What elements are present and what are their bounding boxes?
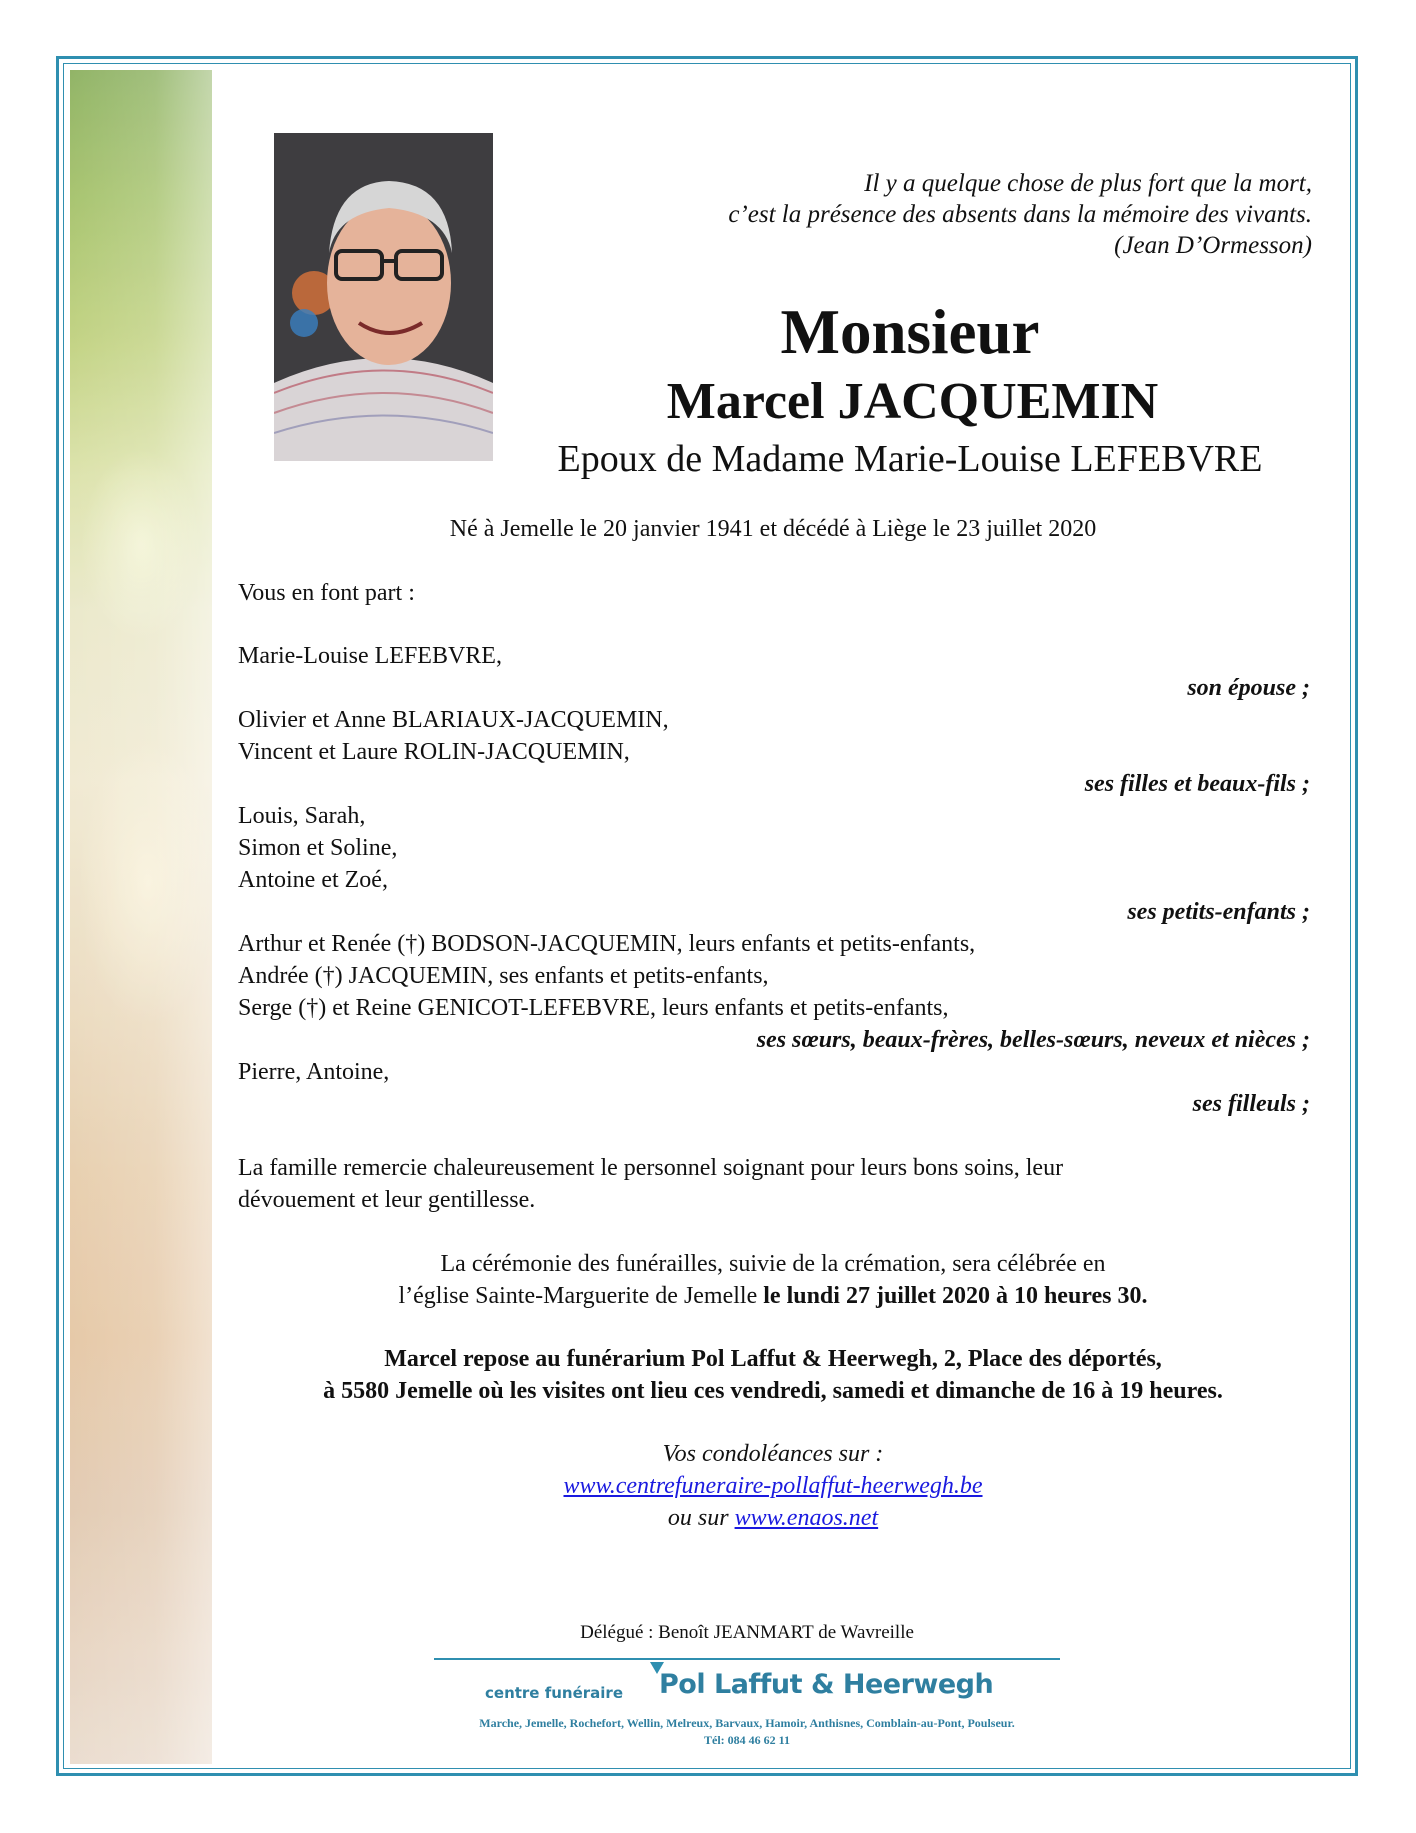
spouse-name: Marie-Louise LEFEBVRE, xyxy=(238,643,502,669)
grandchildren-relation: ses petits-enfants ; xyxy=(1127,899,1310,925)
enaos-link[interactable]: www.enaos.net xyxy=(734,1505,879,1531)
daughter-line-2: Vincent et Laure ROLIN-JACQUEMIN, xyxy=(238,739,630,765)
ceremony-line-2 xyxy=(238,1280,1308,1312)
intro-line: Vous en font part : xyxy=(238,580,415,606)
decorative-strip-overlay xyxy=(70,70,212,1764)
ceremony-place: l’église Sainte-Marguerite de Jemelle xyxy=(398,1283,764,1309)
condolences-intro: Vos condoléances sur : xyxy=(662,1441,884,1467)
spouse-relation: son épouse ; xyxy=(1187,675,1310,701)
ceremony-line-1: La cérémonie des funérailles, suivie de la crémation, sera célébrée en xyxy=(440,1251,1106,1277)
siblings-line-2: Andrée (†) JACQUEMIN, ses enfants et petits-enfants, xyxy=(238,963,769,989)
grandchildren-line-2: Simon et Soline, xyxy=(238,835,398,861)
quote-line-2: c’est la présence des absents dans la mémoire des vivants. xyxy=(728,201,1312,228)
thanks-line-1: La famille remercie chaleureusement le personnel soignant pour leurs bons soins, leur xyxy=(238,1155,1064,1181)
civility-title: Monsieur xyxy=(780,297,1040,367)
siblings-line-1: Arthur et Renée (†) BODSON-JACQUEMIN, leurs enfants et petits-enfants, xyxy=(238,931,976,957)
logo-towns: Marche, Jemelle, Rochefort, Wellin, Melreux, Barvaux, Hamoir, Anthisnes, Comblain-au-Pont, Poulseur. xyxy=(479,1716,1015,1730)
deceased-name: Marcel JACQUEMIN xyxy=(666,373,1159,430)
daughter-line-1: Olivier et Anne BLARIAUX-JACQUEMIN, xyxy=(238,707,669,733)
condolences-link-1-row xyxy=(238,1470,1308,1502)
repose-line-2: à 5580 Jemelle où les visites ont lieu ces vendredi, samedi et dimanche de 16 à 19 heures. xyxy=(323,1378,1223,1404)
quote-author: (Jean D’Ormesson) xyxy=(1114,232,1312,259)
logo-phone: Tél: 084 46 62 11 xyxy=(704,1733,790,1747)
godchildren-relation: ses filleuls ; xyxy=(1192,1091,1310,1117)
funeral-center-link[interactable]: www.centrefuneraire-pollaffut-heerwegh.be xyxy=(563,1473,983,1499)
quote-line-1: Il y a quelque chose de plus fort que la mort, xyxy=(864,170,1312,197)
grandchildren-line-3: Antoine et Zoé, xyxy=(238,867,388,893)
daughters-relation: ses filles et beaux-fils ; xyxy=(1084,771,1310,797)
godchildren-line: Pierre, Antoine, xyxy=(238,1059,390,1085)
repose-line-1: Marcel repose au funérarium Pol Laffut & Heerwegh, 2, Place des déportés, xyxy=(384,1346,1162,1372)
siblings-relation: ses sœurs, beaux-frères, belles-sœurs, neveux et nièces ; xyxy=(756,1027,1310,1053)
spouse-line: Epoux de Madame Marie-Louise LEFEBVRE xyxy=(557,438,1263,480)
condolences-link-2-row xyxy=(238,1502,1308,1534)
logo-company-name: Pol Laffut & Heerwegh xyxy=(659,1669,994,1700)
ceremony-date: le lundi 27 juillet 2020 à 10 heures 30. xyxy=(763,1283,1148,1309)
logo-small-text: centre funéraire xyxy=(485,1684,623,1702)
or-text: ou sur xyxy=(667,1505,735,1531)
logo-rule xyxy=(434,1658,1060,1660)
grandchildren-line-1: Louis, Sarah, xyxy=(238,803,366,829)
birth-death-line: Né à Jemelle le 20 janvier 1941 et décédé à Liège le 23 juillet 2020 xyxy=(449,516,1097,542)
siblings-line-3: Serge (†) et Reine GENICOT-LEFEBVRE, leurs enfants et petits-enfants, xyxy=(238,995,949,1021)
memorial-quote xyxy=(552,168,1312,261)
thanks-line-2: dévouement et leur gentillesse. xyxy=(238,1187,536,1213)
delegate-line: Délégué : Benoît JEANMART de Wavreille xyxy=(580,1622,914,1643)
